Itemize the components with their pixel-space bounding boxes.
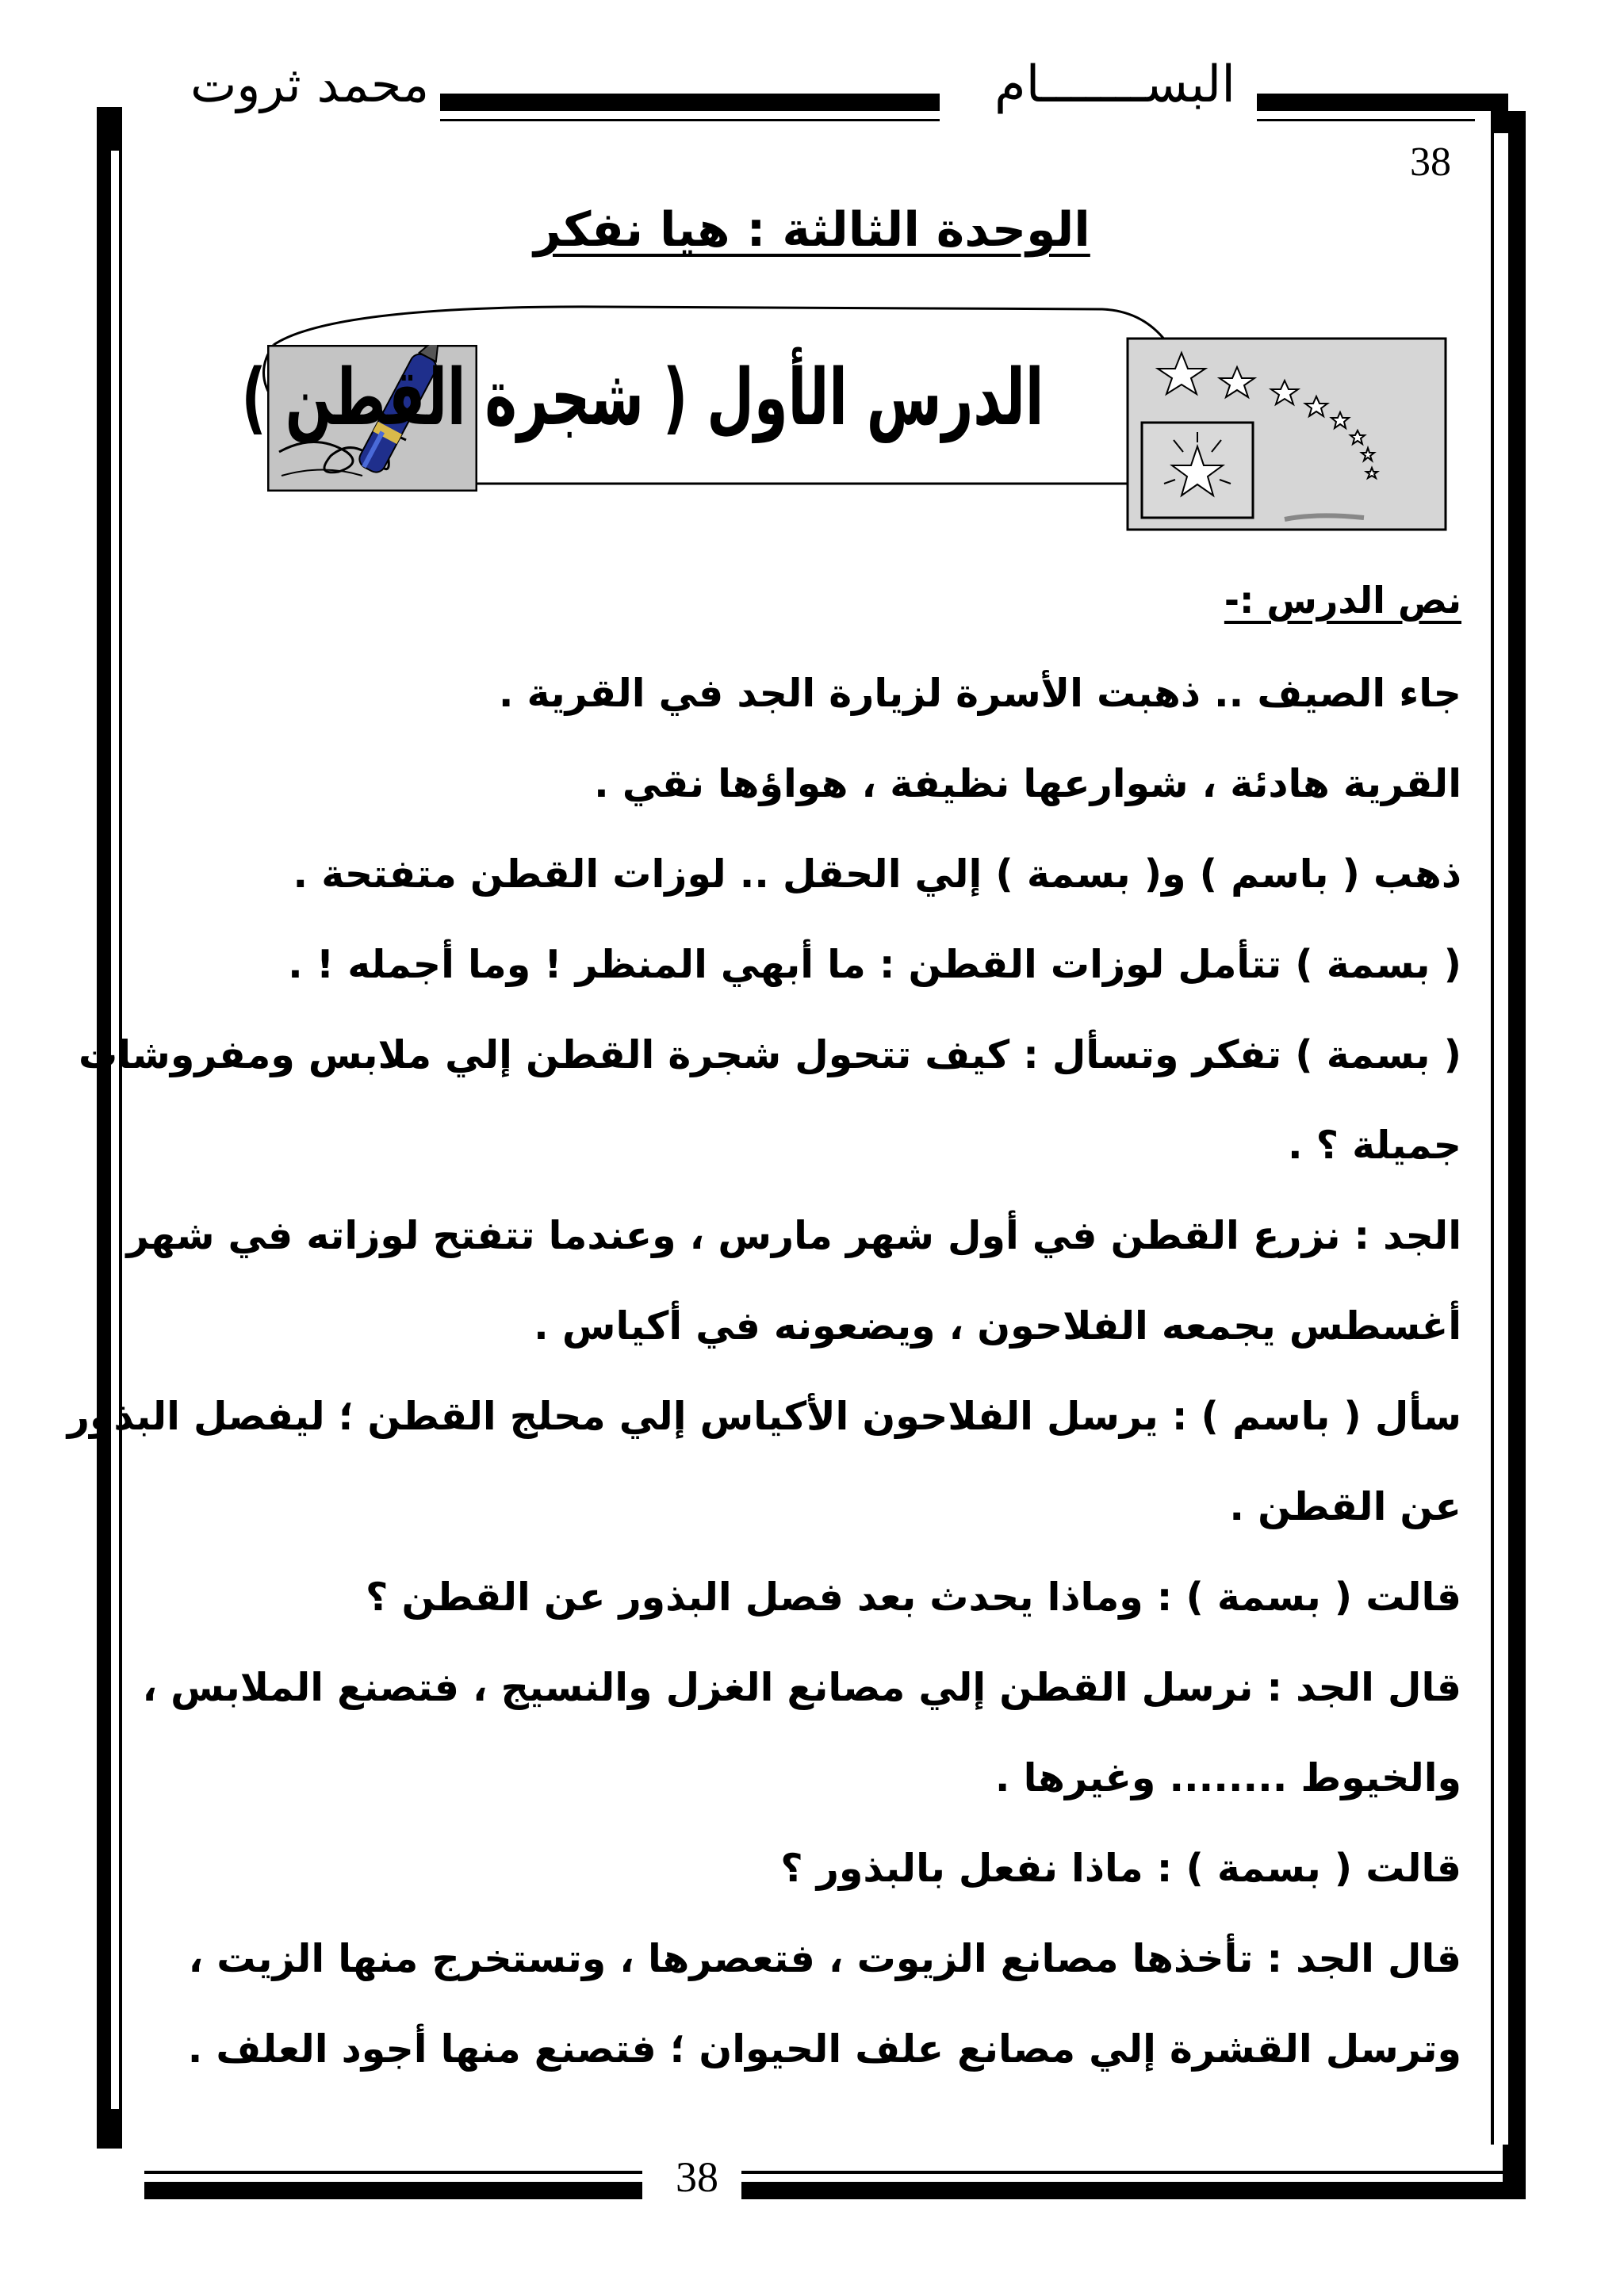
footer-corner-right [1503, 2145, 1526, 2199]
text-line: القرية هادئة ، شوارعها نظيفة ، هواؤها نقي . [594, 761, 1461, 806]
frame-right-corner-2 [1491, 111, 1526, 133]
text-line: سأل ( باسم ) : يرسل الفلاحون الأكياس إلي محلج القطن ؛ ليفصل البذور [67, 1394, 1461, 1439]
unit-title: الوحدة الثالثة : هيا نفكر [534, 202, 1090, 258]
lesson-title: الدرس الأول ( شجرة القطن ) [241, 353, 1044, 443]
header-rule-middle-thick [440, 94, 940, 111]
book-title: البســـــــام [994, 55, 1235, 114]
text-line: جميلة ؟ . [1287, 1123, 1461, 1168]
text-line: ( بسمة ) تفكر وتسأل : كيف تتحول شجرة القطن إلي ملابس ومفروشات [79, 1032, 1461, 1077]
frame-left-top-notch [97, 107, 122, 151]
text-line: ذهب ( باسم ) و( بسمة ) إلي الحقل .. لوزات القطن متفتحة . [293, 851, 1461, 897]
text-line: قال الجد : نرسل القطن إلي مصانع الغزل والنسيج ، فتصنع الملابس ، [142, 1665, 1461, 1710]
page-number-bottom: 38 [676, 2153, 718, 2201]
stars-icon [1126, 337, 1447, 531]
text-line: جاء الصيف .. ذهبت الأسرة لزيارة الجد في القرية . [498, 671, 1461, 716]
text-line: الجد : نزرع القطن في أول شهر مارس ، وعندما تتفتح لوزاته في شهر [126, 1213, 1461, 1258]
text-line: قالت ( بسمة ) : وماذا يحدث بعد فصل البذور عن القطن ؟ [366, 1575, 1461, 1620]
text-line: قالت ( بسمة ) : ماذا نفعل بالبذور ؟ [780, 1846, 1461, 1891]
header-rule-middle-thin [440, 119, 940, 121]
text-line: أغسطس يجمعه الفلاحون ، ويضعونه في أكياس . [534, 1303, 1461, 1349]
text-line: والخيوط ........ وغيرها . [994, 1755, 1461, 1800]
frame-right-corner [1473, 94, 1508, 111]
footer-rule-left-thin [144, 2171, 642, 2174]
text-line: ( بسمة ) تتأمل لوزات القطن : ما أبهي المنظر ! وما أجمله ! . [288, 942, 1461, 987]
text-line: وترسل القشرة إلي مصانع علف الحيوان ؛ فتصنع منها أجود العلف . [187, 2026, 1461, 2072]
header-rule-right-thin [1257, 119, 1475, 121]
footer-rule-right-thin [741, 2171, 1503, 2174]
page-number-top: 38 [1410, 140, 1451, 185]
footer-rule-right-thick [741, 2182, 1503, 2199]
section-heading: نص الدرس :- [1224, 579, 1461, 622]
header-rule-right-thick [1257, 94, 1475, 111]
text-line: قال الجد : تأخذها مصانع الزيوت ، فتعصرها ، وتستخرج منها الزيت ، [188, 1936, 1461, 1981]
text-line: عن القطن . [1229, 1484, 1461, 1529]
author-name: محمد ثروت [190, 55, 430, 113]
lesson-text [67, 649, 1461, 2095]
frame-left-bottom-notch [97, 2109, 122, 2149]
footer-rule-left-thick [144, 2182, 642, 2199]
